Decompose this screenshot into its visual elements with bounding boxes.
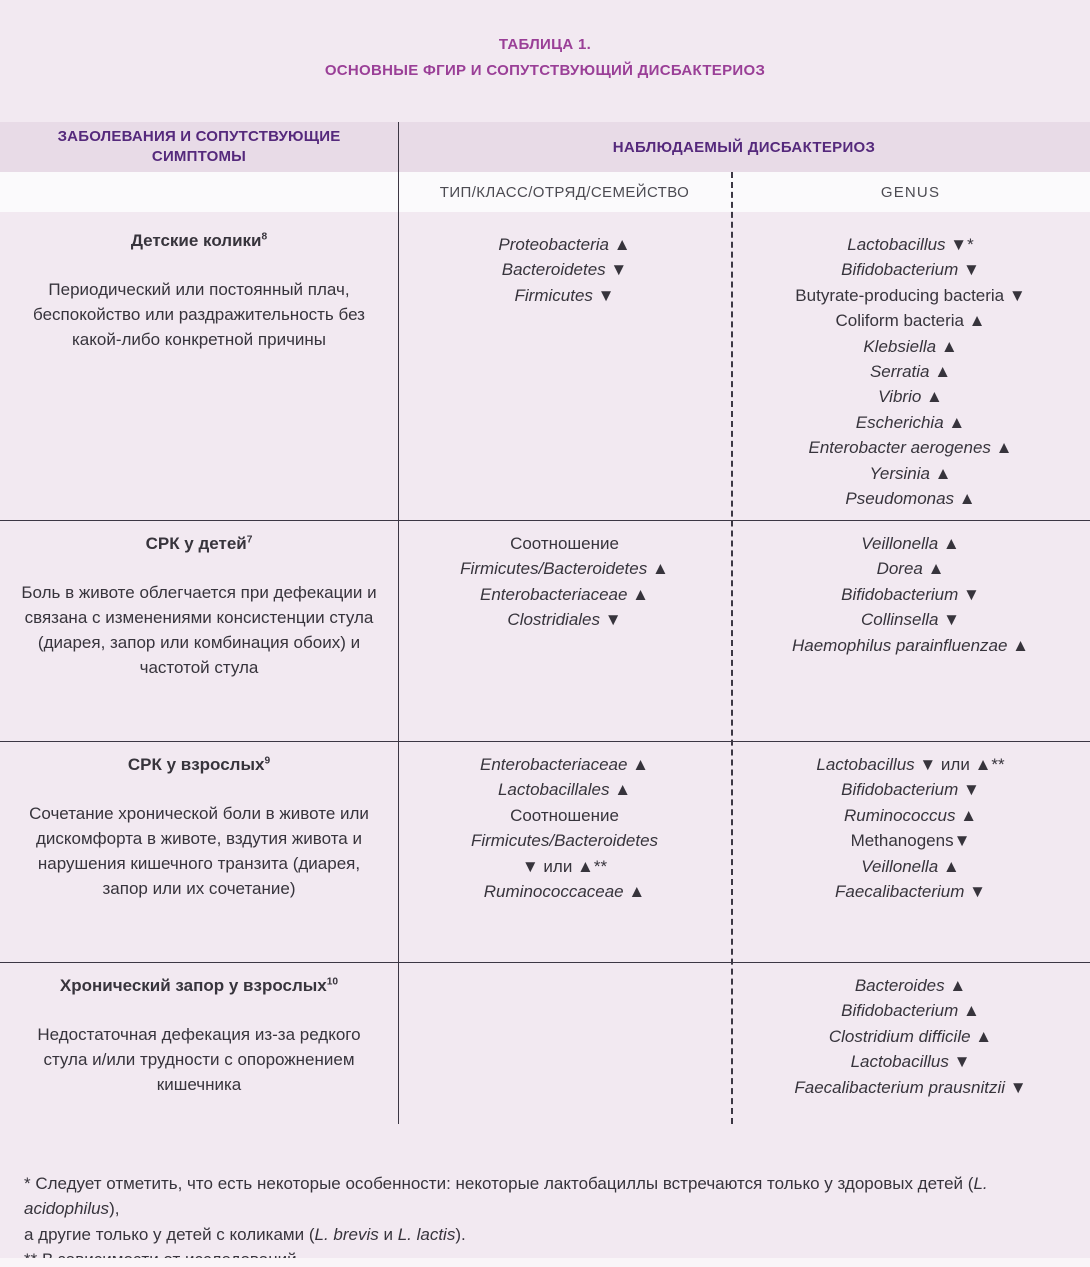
genus-entry: Yersinia ▲ xyxy=(869,463,952,483)
genus-entry: Bacteroides ▲ xyxy=(854,976,967,995)
disease-cell xyxy=(0,212,398,520)
genus-entry: Serratia ▲ xyxy=(869,362,952,382)
column-divider-dashed xyxy=(731,172,733,1124)
table-row xyxy=(0,212,1090,520)
genus-entry: Collinsella ▼ xyxy=(860,610,961,630)
table-title-line1: ТАБЛИЦА 1. xyxy=(498,36,592,53)
disease-name: СРК у взрослых$^9$ xyxy=(127,755,271,774)
genus-entry: Lactobacillus ▼ или ▲** xyxy=(816,755,1005,774)
taxon-entry: Соотношение xyxy=(510,534,619,553)
genus-cell xyxy=(731,521,1090,741)
genus-entry: Coliform bacteria ▲ xyxy=(835,311,986,331)
subheader-taxon-level: ТИП/КЛАСС/ОТРЯД/СЕМЕЙСТВО xyxy=(439,183,690,201)
table-title xyxy=(0,32,1090,84)
genus-entry: Clostridium difficile ▲ xyxy=(828,1026,993,1046)
disease-name: Детские колики$^8$ xyxy=(130,231,268,250)
disease-symptoms: Сочетание хронической боли в животе или дискомфорта в животе, вздутия живота и нарушения кишечного транзита (диарея, запор или их сочетание) xyxy=(29,804,369,898)
disease-symptoms: Недостаточная дефекация из-за редкого стула и/или трудности с опорожнением кишечника xyxy=(37,1025,361,1094)
genus-entry: Escherichia ▲ xyxy=(855,412,966,432)
genus-entry: Veillonella ▲ xyxy=(861,856,960,876)
genus-entry: Lactobacillus ▼ xyxy=(850,1052,971,1072)
taxon-level-cell xyxy=(398,742,731,962)
disease-cell xyxy=(0,521,398,741)
taxon-entry: Proteobacteria ▲ xyxy=(498,235,631,254)
taxon-entry: Clostridiales ▼ xyxy=(507,610,622,630)
genus-entry: Veillonella ▲ xyxy=(861,534,960,553)
subheader-genus: GENUS xyxy=(880,183,941,201)
taxon-entry: Enterobacteriaceae ▲ xyxy=(480,755,649,774)
footnotes xyxy=(24,1171,1074,1267)
reference-number: 10 xyxy=(326,976,339,988)
header-observed-dysbiosis: НАБЛЮДАЕМЫЙ ДИСБАКТЕРИОЗ xyxy=(612,138,876,156)
taxon-level-cell xyxy=(398,212,731,520)
genus-entry: Pseudomonas ▲ xyxy=(845,489,976,509)
table-subheader-row xyxy=(0,172,1090,212)
header-diseases-symptoms: ЗАБОЛЕВАНИЯ И СОПУТСТВУЮЩИЕ СИМПТОМЫ xyxy=(57,128,341,165)
genus-entry: Enterobacter aerogenes ▲ xyxy=(808,438,1013,458)
footnote-line: * Следует отметить, что есть некоторые особенности: некоторые лактобациллы встречаются только у здоровых детей (L. acidophilus), xyxy=(24,1174,988,1219)
genus-entry: Faecalibacterium ▼ xyxy=(834,882,986,902)
genus-entry: Vibrio ▲ xyxy=(878,387,943,407)
taxon-entry: Firmicutes ▼ xyxy=(514,285,615,305)
genus-entry: Faecalibacterium prausnitzii ▼ xyxy=(794,1077,1027,1097)
column-divider-solid xyxy=(398,122,399,1124)
taxon-entry: Firmicutes/Bacteroidetes ▲ xyxy=(460,559,669,579)
table-row xyxy=(0,741,1090,962)
taxon-entry: ▼ или ▲** xyxy=(521,856,608,876)
genus-entry: Klebsiella ▲ xyxy=(863,336,958,356)
taxon-entry: Ruminococcaceae ▲ xyxy=(483,882,646,902)
footnote-line: а другие только у детей с коликами (L. brevis и L. lactis). xyxy=(24,1224,466,1244)
subheader-empty-cell xyxy=(0,172,398,212)
taxon-entry: Firmicutes/Bacteroidetes xyxy=(470,831,659,851)
disease-name: СРК у детей$^7$ xyxy=(145,534,253,553)
genus-cell xyxy=(731,742,1090,962)
disease-name: Хронический запор у взрослых$^{10}$ xyxy=(59,976,339,995)
genus-entry: Bifidobacterium ▼ xyxy=(841,780,980,800)
table-header-row xyxy=(0,122,1090,172)
genus-entry: Bifidobacterium ▼ xyxy=(841,260,980,280)
table-row xyxy=(0,962,1090,1124)
genus-entry: Methanogens▼ xyxy=(850,831,971,851)
genus-entry: Lactobacillus ▼* xyxy=(847,235,974,254)
reference-number: 7 xyxy=(246,534,253,546)
genus-entry: Haemophilus parainfluenzae ▲ xyxy=(791,635,1030,655)
genus-entry: Bifidobacterium ▲ xyxy=(841,1001,980,1021)
genus-cell xyxy=(731,963,1090,1124)
reference-number: 8 xyxy=(261,231,268,243)
genus-entry: Butyrate-producing bacteria ▼ xyxy=(795,285,1026,305)
genus-entry: Dorea ▲ xyxy=(876,559,945,579)
taxon-entry: Bacteroidetes ▼ xyxy=(501,260,628,280)
disease-cell xyxy=(0,963,398,1124)
table-title-line2: ОСНОВНЫЕ ФГИР И СОПУТСТВУЮЩИЙ ДИСБАКТЕРИОЗ xyxy=(324,62,766,79)
table-row xyxy=(0,520,1090,741)
genus-entry: Bifidobacterium ▼ xyxy=(841,584,980,604)
genus-cell xyxy=(731,212,1090,520)
taxon-entry: Соотношение xyxy=(510,805,619,825)
genus-entry: Ruminococcus ▲ xyxy=(843,805,978,825)
disease-cell xyxy=(0,742,398,962)
table-body xyxy=(0,212,1090,1124)
taxon-entry: Enterobacteriaceae ▲ xyxy=(480,584,649,604)
taxon-entry: Lactobacillales ▲ xyxy=(497,780,632,800)
reference-number: 9 xyxy=(264,755,271,767)
bottom-edge-strip xyxy=(0,1258,1090,1267)
disease-symptoms: Боль в животе облегчается при дефекации и связана с изменениями консистенции стула (диарея, запор или комбинация обоих) и частотой стула xyxy=(21,583,377,677)
taxon-level-cell xyxy=(398,963,731,1124)
disease-symptoms: Периодический или постоянный плач, беспокойство или раздражительность без какой-либо конкретной причины xyxy=(33,280,365,349)
taxon-level-cell xyxy=(398,521,731,741)
